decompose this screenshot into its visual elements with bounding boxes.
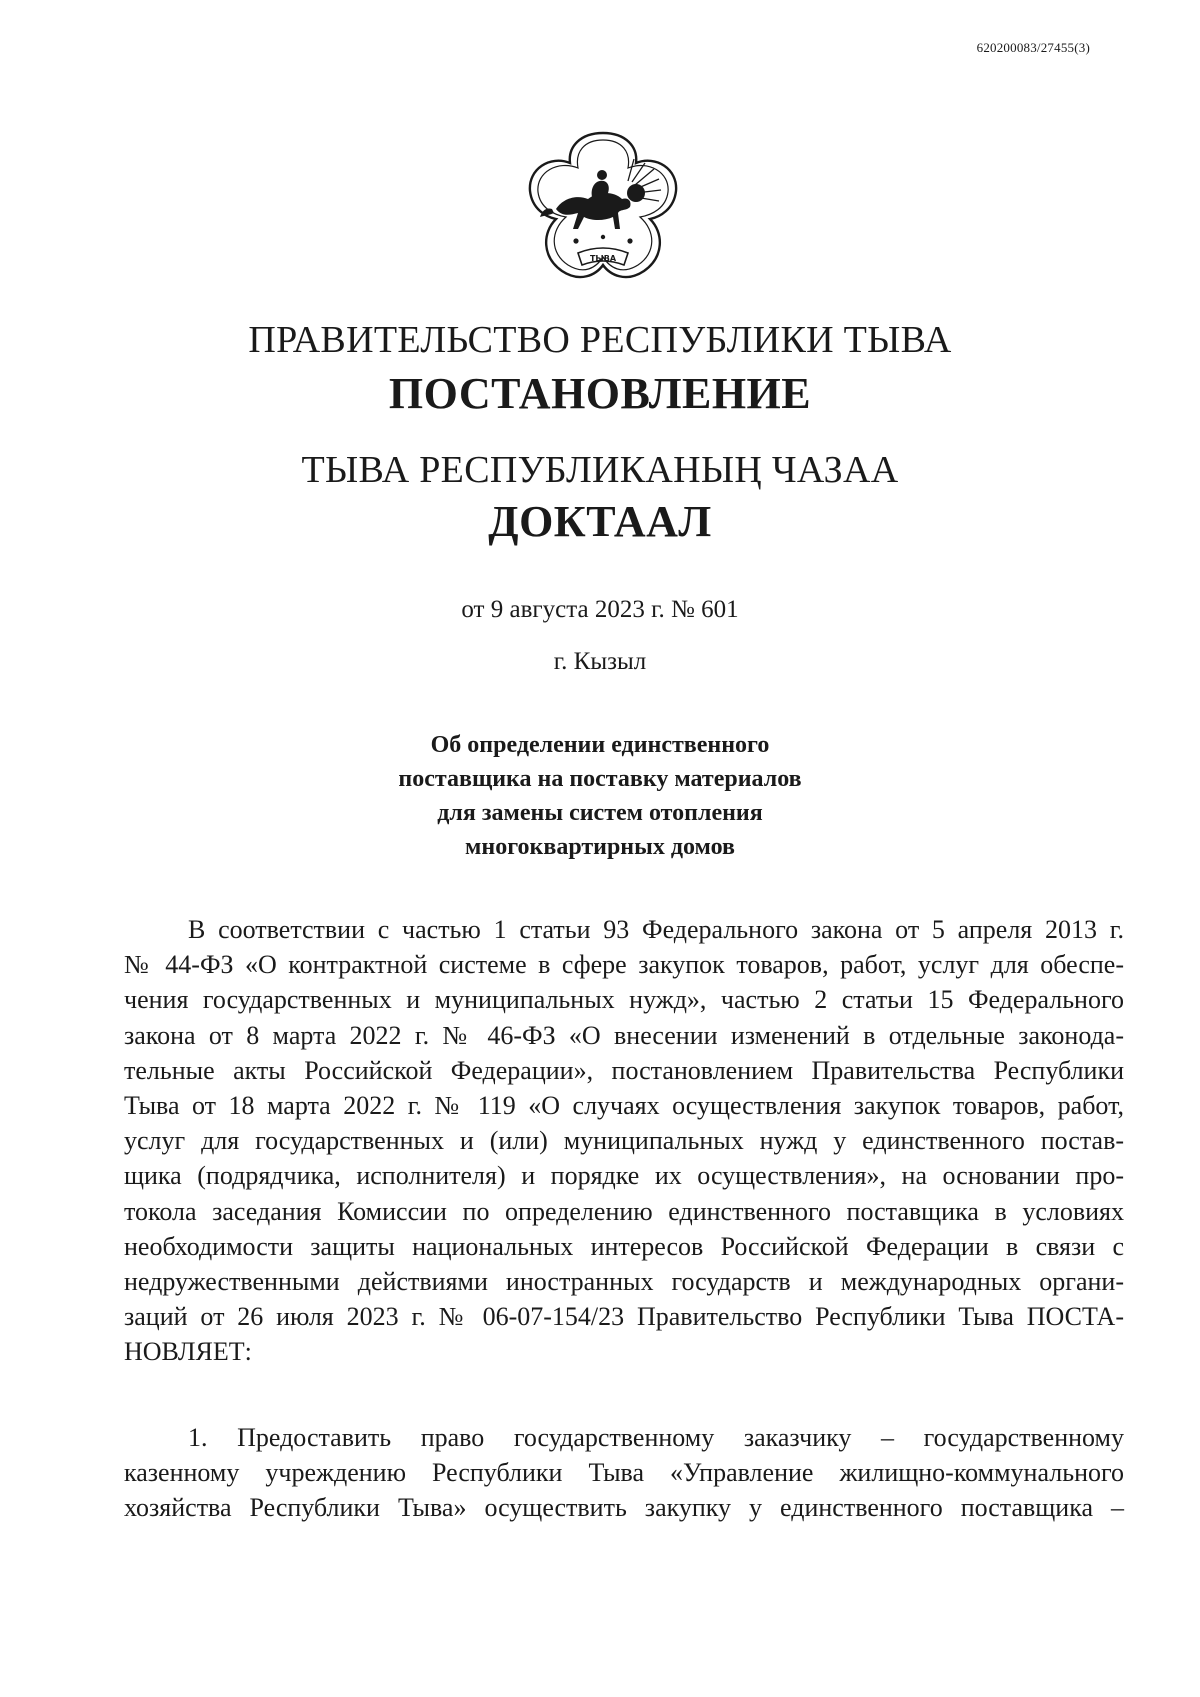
paragraph-line: В соответствии с частью 1 статьи 93 Федерального закона от 5 апреля 2013 г. [188, 915, 1124, 944]
subject-line: для замены систем отопления [437, 800, 763, 826]
document-registration-number: 620200083/27455(3) [976, 40, 1090, 55]
subject-line: поставщика на поставку материалов [398, 766, 802, 792]
paragraph-line: чения государственных и муниципальных нужд», частью 2 статьи 15 Федерального [124, 985, 1124, 1015]
decree-date-number: от 9 августа 2023 г. № 601 [461, 596, 739, 623]
paragraph-line: НОВЛЯЕТ: [124, 1337, 252, 1367]
paragraph-line: хозяйства Республики Тыва» осуществить закупку у единственного поставщика – [124, 1493, 1124, 1523]
decree-city: г. Кызыл [553, 648, 647, 675]
preamble-paragraph [124, 912, 1124, 1370]
decree-type-russian: ПОСТАНОВЛЕНИЕ [388, 369, 812, 418]
clause-1-paragraph [124, 1420, 1124, 1526]
decree-type-tuvan: ДОКТААЛ [488, 497, 712, 546]
paragraph-line: токола заседания Комиссии по определению единственного поставщика в условиях [124, 1196, 1124, 1226]
paragraph-line: закона от 8 марта 2022 г. № 46-ФЗ «О внесении изменений в отдельные законода- [124, 1020, 1124, 1050]
paragraph-line: казенному учреждению Республики Тыва «Управление жилищно-коммунального [124, 1458, 1124, 1488]
decree-subject-title [0, 728, 1200, 864]
paragraph-line: Тыва от 18 марта 2022 г. № 119 «О случаях осуществления закупок товаров, работ, [124, 1091, 1124, 1121]
emblem-text: ТЫВА [589, 254, 617, 263]
government-name-tuvan: ТЫВА РЕСПУБЛИКАНЫҢ ЧАЗАА [301, 449, 899, 491]
paragraph-line: № 44-ФЗ «О контрактной системе в сфере закупок товаров, работ, услуг для обеспе- [124, 950, 1124, 980]
paragraph-line: заций от 26 июля 2023 г. № 06-07-154/23 Правительство Республики Тыва ПОСТА- [124, 1302, 1124, 1332]
paragraph-line: услуг для государственных и (или) муниципальных нужд у единственного постав- [124, 1126, 1124, 1156]
paragraph-line: недружественными действиями иностранных государств и международных органи- [124, 1267, 1124, 1297]
paragraph-line: 1. Предоставить право государственному заказчику – государственному [188, 1423, 1124, 1452]
subject-line: многоквартирных домов [465, 834, 735, 860]
government-name-russian: ПРАВИТЕЛЬСТВО РЕСПУБЛИКИ ТЫВА [248, 319, 952, 361]
emblem-of-tuva-icon [518, 125, 688, 295]
subject-line: Об определении единственного [430, 732, 770, 758]
paragraph-line: тельные акты Российской Федерации», постановлением Правительства Республики [124, 1055, 1124, 1085]
paragraph-line: необходимости защиты национальных интересов Российской Федерации в связи с [124, 1231, 1124, 1261]
paragraph-line: щика (подрядчика, исполнителя) и порядке их осуществления», на основании про- [124, 1161, 1124, 1191]
